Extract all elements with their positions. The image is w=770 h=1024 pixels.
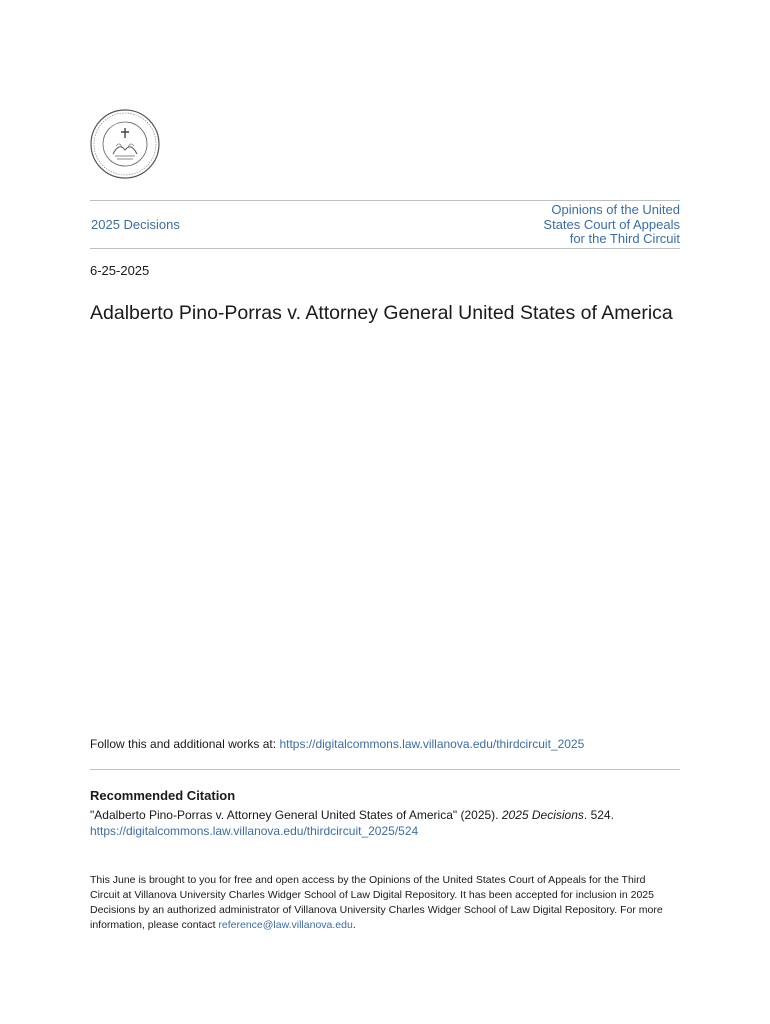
follow-line (90, 737, 584, 751)
divider (90, 769, 680, 770)
document-date: 6-25-2025 (90, 263, 150, 278)
parent-collection-line: for the Third Circuit (569, 231, 680, 246)
citation-text: "Adalberto Pino-Porras v. Attorney General United States of America" (2025). (90, 808, 502, 822)
parent-collection-line: Opinions of the United (551, 202, 680, 217)
citation-series: 2025 Decisions (501, 808, 584, 822)
parent-collection-link[interactable] (510, 203, 680, 247)
contact-email-link[interactable]: reference@law.villanova.edu (218, 919, 353, 931)
follow-link[interactable]: https://digitalcommons.law.villanova.edu/thirdcircuit_2025 (279, 737, 585, 751)
collection-link[interactable]: 2025 Decisions (91, 217, 180, 232)
notice-end: . (352, 919, 356, 931)
follow-prefix: Follow this and additional works at: (90, 737, 280, 751)
parent-collection-line: States Court of Appeals (543, 216, 680, 232)
citation-link[interactable]: https://digitalcommons.law.villanova.edu/thirdcircuit_2025/524 (90, 824, 419, 838)
citation-body (90, 807, 680, 839)
university-seal-icon (89, 108, 161, 180)
document-title: Adalberto Pino-Porras v. Attorney General United States of America (90, 302, 673, 324)
access-notice (90, 873, 670, 933)
citation-heading: Recommended Citation (90, 788, 236, 803)
notice-text: This June is brought to you for free and open access by the Opinions of the United States Court of Appeals for the Third Circuit at Villanova University Charles Widger School of Law Digital Repository. It has been accepted for inclusion in 2025 Decisions by an authorized administrator of Villanova University Charles Widger School of Law Digital Repository. For more information, please contact (90, 874, 663, 931)
collection-header (90, 200, 680, 249)
citation-number: . 524. (583, 808, 614, 822)
